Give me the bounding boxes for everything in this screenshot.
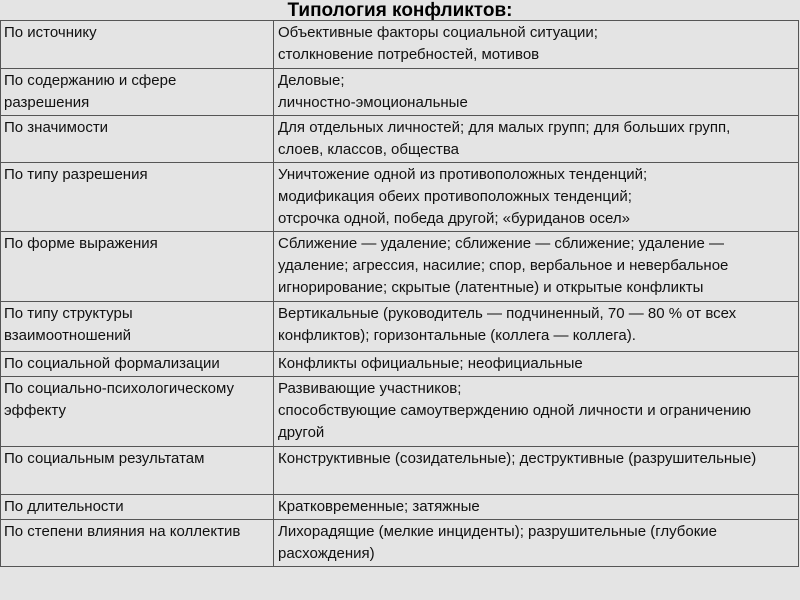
table-row	[1, 69, 799, 116]
criterion-cell	[1, 520, 274, 567]
criterion-cell	[1, 352, 274, 377]
criterion-cell	[1, 232, 274, 302]
criterion-cell	[1, 21, 274, 69]
criterion-cell	[1, 69, 274, 116]
typology-table	[0, 20, 799, 567]
types-cell	[274, 21, 799, 69]
document-title: Типология конфликтов:	[287, 0, 513, 21]
criterion-text: По социальным результатам	[4, 450, 205, 467]
types-cell	[274, 69, 799, 116]
criterion-text: По типу разрешения	[4, 166, 148, 183]
types-text: Сближение — удаление; сближение — сближение; удаление —	[278, 235, 725, 252]
types-text: личностно-эмоциональные	[278, 94, 468, 111]
types-text: конфликтов); горизонтальные (коллега — коллега).	[278, 327, 636, 344]
criterion-cell	[1, 302, 274, 352]
types-text: Объективные факторы социальной ситуации;	[278, 24, 598, 41]
types-cell	[274, 447, 799, 495]
table-row	[1, 495, 799, 520]
table-row	[1, 447, 799, 495]
criterion-text: эффекту	[4, 402, 66, 419]
criterion-text: По типу структуры	[4, 305, 133, 322]
table-row	[1, 21, 799, 69]
criterion-text: По социальной формализации	[4, 355, 220, 372]
types-cell	[274, 495, 799, 520]
table-row	[1, 163, 799, 232]
types-cell	[274, 377, 799, 447]
table-row	[1, 377, 799, 447]
table-row	[1, 352, 799, 377]
types-text: Вертикальные (руководитель — подчиненный, 70 — 80 % от всех	[278, 305, 737, 322]
criterion-text: По степени влияния на коллектив	[4, 523, 241, 540]
typology-table-body	[1, 21, 799, 567]
types-cell	[274, 232, 799, 302]
types-text: отсрочка одной, победа другой; «буриданов осел»	[278, 210, 630, 227]
types-cell	[274, 352, 799, 377]
table-row	[1, 232, 799, 302]
types-text: Лихорадящие (мелкие инциденты); разрушительные (глубокие	[278, 523, 717, 540]
table-row	[1, 520, 799, 567]
criterion-cell	[1, 116, 274, 163]
criterion-text: По значимости	[4, 119, 109, 136]
types-text: столкновение потребностей, мотивов	[278, 46, 540, 63]
types-text: Конфликты официальные; неофициальные	[278, 355, 583, 372]
types-text: Деловые;	[278, 72, 345, 89]
criterion-text: По источнику	[4, 24, 97, 41]
criterion-text: По форме выражения	[4, 235, 158, 252]
types-text: удаление; агрессия, насилие; спор, вербальное и невербальное	[278, 257, 729, 274]
types-cell	[274, 520, 799, 567]
table-row	[1, 116, 799, 163]
types-text: другой	[278, 424, 325, 441]
criterion-cell	[1, 447, 274, 495]
criterion-cell	[1, 377, 274, 447]
types-text: Конструктивные (созидательные); деструктивные (разрушительные)	[278, 450, 757, 467]
types-cell	[274, 116, 799, 163]
types-text: Для отдельных личностей; для малых групп; для больших групп,	[278, 119, 731, 136]
types-text: игнорирование; скрытые (латентные) и открытые конфликты	[278, 279, 704, 296]
types-text: модификация обеих противоположных тенденций;	[278, 188, 632, 205]
criterion-text: По длительности	[4, 498, 124, 515]
types-text: Уничтожение одной из противоположных тенденций;	[278, 166, 648, 183]
types-text: расхождения)	[278, 545, 375, 562]
types-cell	[274, 163, 799, 232]
types-text: слоев, классов, общества	[278, 141, 460, 158]
table-row	[1, 302, 799, 352]
criterion-cell	[1, 163, 274, 232]
types-text: способствующие самоутверждению одной личности и ограничению	[278, 402, 751, 419]
criterion-text: По социально-психологическому	[4, 380, 234, 397]
types-text: Кратковременные; затяжные	[278, 498, 480, 515]
criterion-text: По содержанию и сфере	[4, 72, 177, 89]
types-cell	[274, 302, 799, 352]
criterion-text: разрешения	[4, 94, 90, 111]
criterion-text: взаимоотношений	[4, 327, 131, 344]
types-text: Развивающие участников;	[278, 380, 462, 397]
criterion-cell	[1, 495, 274, 520]
